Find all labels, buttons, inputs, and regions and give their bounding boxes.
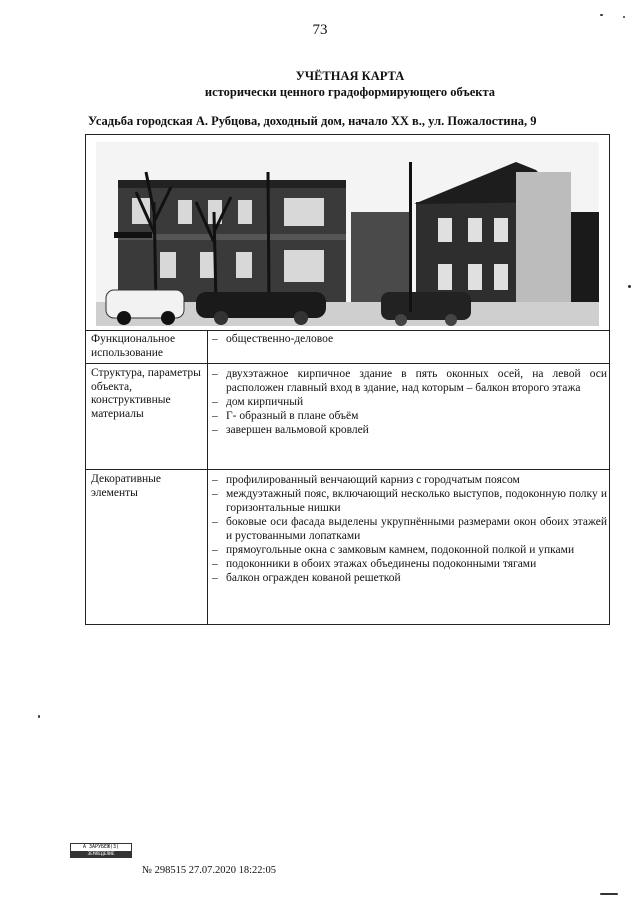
stamp-top: А ЗАРУБЕЖ(3) <box>70 843 132 852</box>
list-item: – подоконники в обоих этажах объединены подоконными тягами <box>212 557 607 571</box>
row-items <box>212 473 607 585</box>
scan-speck <box>600 893 618 895</box>
list-item: – двухэтажное кирпичное здание в пять оконных осей, на левой оси расположен главный вход в здание, над которым – балкон второго этажа <box>212 367 607 395</box>
building-photo <box>96 142 599 326</box>
page-number: 73 <box>312 22 328 38</box>
photo-cell <box>86 135 609 331</box>
list-item: – профилированный венчающий карниз с городчатым поясом <box>212 473 607 487</box>
list-item: – боковые оси фасада выделены укрупнёнными размерами окон обоих этажей и рустованными лопатками <box>212 515 607 543</box>
scan-speck <box>628 285 631 288</box>
card-table <box>85 134 610 625</box>
table-row <box>86 364 609 470</box>
object-heading: Усадьба городская А. Рубцова, доходный дом, начало XX в., ул. Пожалостина, 9 <box>88 114 537 128</box>
scan-speck <box>38 715 40 718</box>
table-row <box>86 470 609 624</box>
row-label: Функциональное использование <box>91 333 176 359</box>
document-number: № 298515 27.07.2020 18:22:05 <box>142 865 276 876</box>
scan-speck <box>623 16 625 18</box>
row-label: Структура, параметры объекта, конструктивные материалы <box>91 367 201 420</box>
list-item: – балкон огражден кованой решеткой <box>212 571 607 585</box>
table-row <box>86 330 609 364</box>
card-title <box>80 68 620 100</box>
list-item: – Г- образный в плане объём <box>212 409 607 423</box>
list-item: – дом кирпичный <box>212 395 607 409</box>
list-item: – междуэтажный пояс, включающий несколько выступов, подоконную полку и горизонтальные нишки <box>212 487 607 515</box>
list-item: – завершен вальмовой кровлей <box>212 423 607 437</box>
row-items <box>212 332 607 346</box>
row-label: Декоративные элементы <box>91 473 161 499</box>
scan-speck <box>600 14 603 16</box>
card-title-line2: исторически ценного градоформирующего объекта <box>204 85 496 99</box>
row-items <box>212 367 607 437</box>
stamp-bottom: ЗЕМЛЕДЕЛИЕ <box>70 852 132 858</box>
card-title-line1: УЧЁТНАЯ КАРТА <box>295 69 405 83</box>
registry-stamp <box>70 843 132 859</box>
list-item: – общественно-деловое <box>212 332 607 346</box>
list-item: – прямоугольные окна с замковым камнем, подоконной полкой и упками <box>212 543 607 557</box>
